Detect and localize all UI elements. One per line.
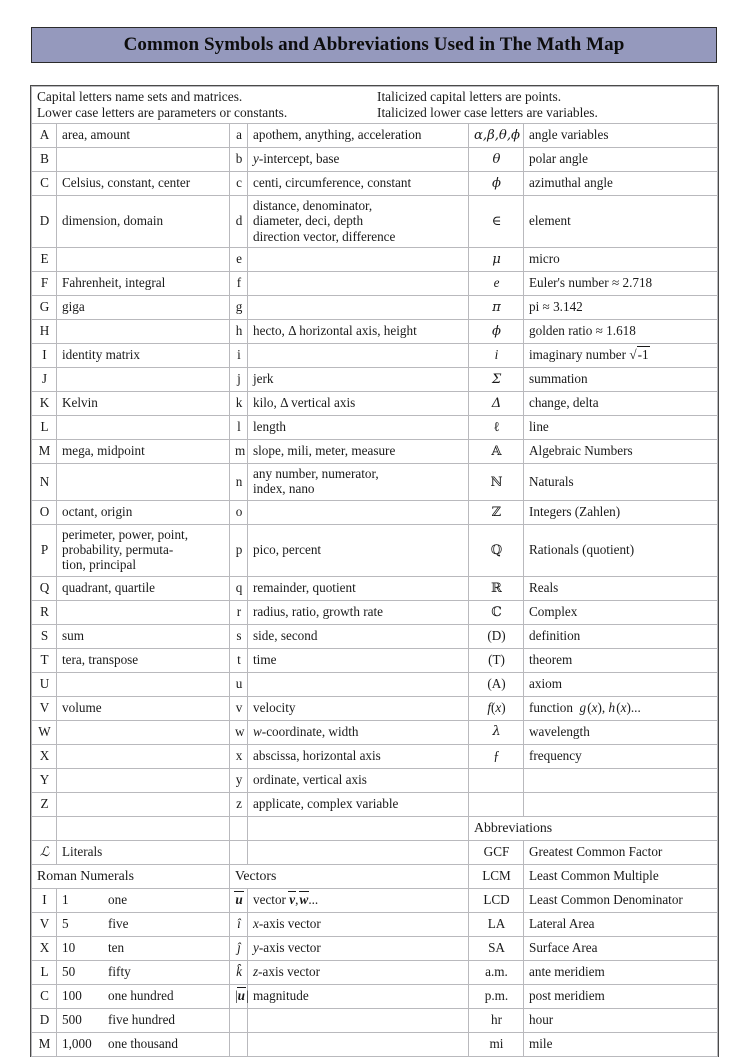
abbreviation-key: mi <box>469 1032 524 1056</box>
upper-letter: D <box>32 196 57 248</box>
desc-line: direction vector, difference <box>253 228 396 244</box>
roman-symbol: D <box>32 1008 57 1032</box>
table-row <box>32 440 718 464</box>
upper-desc: identity matrix <box>57 344 230 368</box>
abbreviations-header: Abbreviations <box>469 816 718 840</box>
vector-symbol: u <box>230 888 248 912</box>
roman-value: 100 <box>62 987 82 1003</box>
abbreviation-desc: hour <box>524 1008 718 1032</box>
symbol-key: λ <box>469 720 524 744</box>
vector-desc: z-axis vector <box>248 960 469 984</box>
lower-letter: e <box>230 248 248 272</box>
symbol-desc: Reals <box>524 576 718 600</box>
lower-desc: time <box>248 648 469 672</box>
vector-desc: vector v, w... <box>248 888 469 912</box>
lower-letter: y <box>230 768 248 792</box>
symbol-desc: Naturals <box>524 464 718 501</box>
lower-letter: d <box>230 196 248 248</box>
lower-letter: u <box>230 672 248 696</box>
roman-name: five <box>108 915 129 931</box>
spacer-cell <box>248 816 469 840</box>
roman-numerals-header: Roman Numerals <box>32 864 230 888</box>
lower-letter: g <box>230 296 248 320</box>
upper-letter: V <box>32 696 57 720</box>
roman-name: one thousand <box>108 1035 178 1051</box>
upper-desc: sum <box>57 624 230 648</box>
roman-value: 1,000 <box>62 1035 92 1051</box>
lower-desc: jerk <box>248 368 469 392</box>
table-row <box>32 524 718 576</box>
table-row <box>32 248 718 272</box>
table-row <box>32 344 718 368</box>
lower-letter: z <box>230 792 248 816</box>
upper-letter: C <box>32 172 57 196</box>
table-row <box>32 416 718 440</box>
desc-line: diameter, deci, depth <box>253 213 364 229</box>
symbol-key: f(x) <box>469 696 524 720</box>
lower-letter: a <box>230 124 248 148</box>
roman-value: 5 <box>62 915 69 931</box>
lower-desc <box>248 344 469 368</box>
roman-symbol: I <box>32 888 57 912</box>
lower-desc <box>248 248 469 272</box>
symbol-key: ℚ <box>469 524 524 576</box>
table-row <box>32 936 718 960</box>
vector-symbol: |u | <box>230 984 248 1008</box>
upper-desc <box>57 148 230 172</box>
symbol-key: i <box>469 344 524 368</box>
upper-letter: W <box>32 720 57 744</box>
lower-desc: remainder, quotient <box>248 576 469 600</box>
desc-line: tion, principal <box>62 557 136 573</box>
symbol-key: θ <box>469 148 524 172</box>
desc-line: index, nano <box>253 481 315 497</box>
abbreviation-key: LCM <box>469 864 524 888</box>
spacer-cell <box>248 1008 469 1032</box>
table-row <box>32 720 718 744</box>
symbol-desc: azimuthal angle <box>524 172 718 196</box>
table-row <box>32 320 718 344</box>
roman-value: 500 <box>62 1011 82 1027</box>
roman-value: 10 <box>62 939 76 955</box>
upper-desc <box>57 600 230 624</box>
vector-desc: y-axis vector <box>248 936 469 960</box>
lower-desc: centi, circumference, constant <box>248 172 469 196</box>
table-row <box>32 368 718 392</box>
symbol-key: π <box>469 296 524 320</box>
symbol-desc: Integers (Zahlen) <box>524 500 718 524</box>
symbol-desc: polar angle <box>524 148 718 172</box>
literals-row <box>32 840 718 864</box>
symbol-key: (A) <box>469 672 524 696</box>
lower-desc: pico, percent <box>248 524 469 576</box>
symbol-key: (D) <box>469 624 524 648</box>
lower-letter: f <box>230 272 248 296</box>
table-row <box>32 272 718 296</box>
desc-line: probability, permuta- <box>62 541 174 557</box>
upper-letter: T <box>32 648 57 672</box>
lower-desc: velocity <box>248 696 469 720</box>
upper-letter: H <box>32 320 57 344</box>
lower-letter: j <box>230 368 248 392</box>
abbreviation-desc: Lateral Area <box>524 912 718 936</box>
upper-letter: K <box>32 392 57 416</box>
table-row <box>32 960 718 984</box>
symbol-desc: Algebraic Numbers <box>524 440 718 464</box>
table-row <box>32 792 718 816</box>
legend-cell <box>32 87 718 124</box>
upper-letter: N <box>32 464 57 501</box>
upper-letter: G <box>32 296 57 320</box>
lower-desc: kilo, Δ vertical axis <box>248 392 469 416</box>
symbol-key: Δ <box>469 392 524 416</box>
document-banner <box>31 27 717 63</box>
upper-desc: octant, origin <box>57 500 230 524</box>
symbol-key: ℝ <box>469 576 524 600</box>
symbol-desc: function g (x), h (x)... <box>524 696 718 720</box>
upper-desc: quadrant, quartile <box>57 576 230 600</box>
literals-desc: Literals <box>57 840 230 864</box>
table-row <box>32 744 718 768</box>
upper-desc <box>57 248 230 272</box>
lower-letter: i <box>230 344 248 368</box>
vector-symbol: k̂ <box>230 960 248 984</box>
symbol-desc: axiom <box>524 672 718 696</box>
abbreviation-desc: ante meridiem <box>524 960 718 984</box>
lower-desc: abscissa, horizontal axis <box>248 744 469 768</box>
desc-line: any number, numerator, <box>253 466 379 482</box>
table-row <box>32 196 718 248</box>
symbol-desc: line <box>524 416 718 440</box>
desc-line: perimeter, power, point, <box>62 526 189 542</box>
lower-desc: slope, mili, meter, measure <box>248 440 469 464</box>
symbol-desc: micro <box>524 248 718 272</box>
lower-desc: apothem, anything, acceleration <box>248 124 469 148</box>
roman-name: ten <box>108 939 125 955</box>
legend-line1-left: Capital letters name sets and matrices. <box>37 89 243 104</box>
spacer-cell <box>230 1008 248 1032</box>
upper-letter: L <box>32 416 57 440</box>
upper-letter: J <box>32 368 57 392</box>
lower-desc: applicate, complex variable <box>248 792 469 816</box>
table-row <box>32 148 718 172</box>
lower-desc <box>248 464 469 501</box>
symbol-desc: angle variables <box>524 124 718 148</box>
lower-desc: w-coordinate, width <box>248 720 469 744</box>
roman-name: one <box>108 891 128 907</box>
legend-row <box>32 87 718 124</box>
upper-desc: tera, transpose <box>57 648 230 672</box>
symbol-key: 𝔸 <box>469 440 524 464</box>
lower-desc: y-intercept, base <box>248 148 469 172</box>
symbol-key: e <box>469 272 524 296</box>
upper-letter: Y <box>32 768 57 792</box>
lower-letter: s <box>230 624 248 648</box>
symbol-key: ϕ <box>469 172 524 196</box>
symbol-key: ϕ <box>469 320 524 344</box>
symbol-key: ℓ <box>469 416 524 440</box>
table-row <box>32 648 718 672</box>
upper-letter: X <box>32 744 57 768</box>
vectors-header: Vectors <box>230 864 469 888</box>
lower-letter: o <box>230 500 248 524</box>
roman-value-cell <box>57 912 230 936</box>
upper-desc: Fahrenheit, integral <box>57 272 230 296</box>
table-row <box>32 1008 718 1032</box>
symbol-desc: Complex <box>524 600 718 624</box>
lower-desc <box>248 672 469 696</box>
abbreviation-desc: Surface Area <box>524 936 718 960</box>
upper-desc: volume <box>57 696 230 720</box>
table-row <box>32 296 718 320</box>
lower-letter: v <box>230 696 248 720</box>
symbol-desc: element <box>524 196 718 248</box>
vector-desc: x-axis vector <box>248 912 469 936</box>
lower-desc: radius, ratio, growth rate <box>248 600 469 624</box>
upper-desc: Celsius, constant, center <box>57 172 230 196</box>
upper-letter: M <box>32 440 57 464</box>
table-row <box>32 624 718 648</box>
upper-desc <box>57 524 230 576</box>
roman-symbol: C <box>32 984 57 1008</box>
symbol-key: Σ <box>469 368 524 392</box>
vector-symbol: ĵ <box>230 936 248 960</box>
lower-letter: x <box>230 744 248 768</box>
symbols-table <box>31 86 718 1057</box>
symbol-key: ℤ <box>469 500 524 524</box>
table-row <box>32 984 718 1008</box>
symbol-key: ƒ <box>469 744 524 768</box>
symbol-desc <box>524 792 718 816</box>
upper-desc: Kelvin <box>57 392 230 416</box>
upper-desc <box>57 792 230 816</box>
lower-desc <box>248 296 469 320</box>
upper-desc <box>57 768 230 792</box>
table-row <box>32 672 718 696</box>
upper-desc: mega, midpoint <box>57 440 230 464</box>
symbol-desc: Rationals (quotient) <box>524 524 718 576</box>
literals-symbol: ℒ <box>32 840 57 864</box>
table-row <box>32 888 718 912</box>
symbol-desc: change, delta <box>524 392 718 416</box>
abbreviation-key: hr <box>469 1008 524 1032</box>
symbol-desc <box>524 768 718 792</box>
roman-value-cell <box>57 888 230 912</box>
roman-name: fifty <box>108 963 131 979</box>
lower-desc: side, second <box>248 624 469 648</box>
upper-letter: U <box>32 672 57 696</box>
lower-desc: ordinate, vertical axis <box>248 768 469 792</box>
table-row <box>32 124 718 148</box>
abbreviation-desc: mile <box>524 1032 718 1056</box>
roman-value: 1 <box>62 891 69 907</box>
lower-desc <box>248 196 469 248</box>
lower-letter: h <box>230 320 248 344</box>
symbol-key: μ <box>469 248 524 272</box>
upper-letter: P <box>32 524 57 576</box>
table-row <box>32 172 718 196</box>
lower-letter: p <box>230 524 248 576</box>
spacer-cell <box>230 816 248 840</box>
symbol-desc: imaginary number √-1 <box>524 344 718 368</box>
roman-value: 50 <box>62 963 76 979</box>
abbreviation-key: SA <box>469 936 524 960</box>
upper-letter: B <box>32 148 57 172</box>
table-row <box>32 392 718 416</box>
abbreviation-key: a.m. <box>469 960 524 984</box>
lower-desc <box>248 272 469 296</box>
upper-desc <box>57 464 230 501</box>
upper-desc: dimension, domain <box>57 196 230 248</box>
legend-line1-right: Italicized capital letters are points. <box>377 89 562 104</box>
upper-letter: F <box>32 272 57 296</box>
symbol-desc: frequency <box>524 744 718 768</box>
vector-symbol: î <box>230 912 248 936</box>
symbol-desc: golden ratio ≈ 1.618 <box>524 320 718 344</box>
symbol-desc: pi ≈ 3.142 <box>524 296 718 320</box>
lower-letter: c <box>230 172 248 196</box>
roman-symbol: V <box>32 912 57 936</box>
lower-desc: length <box>248 416 469 440</box>
lower-letter: q <box>230 576 248 600</box>
upper-letter: R <box>32 600 57 624</box>
symbol-desc: theorem <box>524 648 718 672</box>
upper-letter: Z <box>32 792 57 816</box>
lower-letter: w <box>230 720 248 744</box>
abbreviation-key: p.m. <box>469 984 524 1008</box>
lower-letter: t <box>230 648 248 672</box>
lower-letter: l <box>230 416 248 440</box>
abbreviation-key: LCD <box>469 888 524 912</box>
abbreviations-header-row <box>32 816 718 840</box>
upper-desc <box>57 672 230 696</box>
roman-value-cell <box>57 1008 230 1032</box>
roman-name: one hundred <box>108 987 174 1003</box>
abbreviation-desc: Greatest Common Factor <box>524 840 718 864</box>
roman-value-cell <box>57 984 230 1008</box>
symbol-desc: summation <box>524 368 718 392</box>
table-row <box>32 696 718 720</box>
upper-letter: Q <box>32 576 57 600</box>
roman-value-cell <box>57 936 230 960</box>
symbol-key: ℕ <box>469 464 524 501</box>
symbol-key <box>469 792 524 816</box>
upper-letter: A <box>32 124 57 148</box>
roman-symbol: L <box>32 960 57 984</box>
symbols-table-body <box>32 87 718 1057</box>
upper-desc <box>57 720 230 744</box>
table-row <box>32 500 718 524</box>
table-row <box>32 600 718 624</box>
symbol-key: (T) <box>469 648 524 672</box>
spacer-cell <box>57 816 230 840</box>
abbreviation-key: LA <box>469 912 524 936</box>
abbreviation-key: GCF <box>469 840 524 864</box>
abbreviation-desc: Least Common Denominator <box>524 888 718 912</box>
upper-letter: S <box>32 624 57 648</box>
upper-letter: I <box>32 344 57 368</box>
lower-letter: k <box>230 392 248 416</box>
upper-desc <box>57 320 230 344</box>
abbreviation-desc: post meridiem <box>524 984 718 1008</box>
upper-desc <box>57 368 230 392</box>
upper-letter: O <box>32 500 57 524</box>
symbol-desc: definition <box>524 624 718 648</box>
legend-line2-left: Lower case letters are parameters or constants. <box>37 104 288 120</box>
spacer-cell <box>32 816 57 840</box>
symbol-key: α,β,θ,ϕ <box>469 124 524 148</box>
table-row <box>32 912 718 936</box>
lower-desc <box>248 500 469 524</box>
abbreviation-desc: Least Common Multiple <box>524 864 718 888</box>
roman-symbol: X <box>32 936 57 960</box>
spacer-cell <box>230 840 248 864</box>
desc-line: distance, denominator, <box>253 198 373 214</box>
lower-letter: n <box>230 464 248 501</box>
roman-name: five hundred <box>108 1011 176 1027</box>
symbol-desc: wavelength <box>524 720 718 744</box>
symbol-desc: Euler's number ≈ 2.718 <box>524 272 718 296</box>
symbol-key: ℂ <box>469 600 524 624</box>
lower-desc: hecto, Δ horizontal axis, height <box>248 320 469 344</box>
upper-desc: giga <box>57 296 230 320</box>
upper-desc <box>57 744 230 768</box>
roman-value-cell <box>57 960 230 984</box>
spacer-cell <box>248 840 469 864</box>
table-row <box>32 768 718 792</box>
roman-symbol: M <box>32 1032 57 1056</box>
table-row <box>32 576 718 600</box>
symbol-key: ∈ <box>469 196 524 248</box>
upper-desc <box>57 416 230 440</box>
legend-line2-right: Italicized lower case letters are variables. <box>377 104 598 120</box>
vector-desc: magnitude <box>248 984 469 1008</box>
page-title: Common Symbols and Abbreviations Used in The Math Map <box>123 34 625 55</box>
lower-letter: r <box>230 600 248 624</box>
section-header-row <box>32 864 718 888</box>
lower-letter: m <box>230 440 248 464</box>
lower-letter: b <box>230 148 248 172</box>
table-row <box>32 464 718 501</box>
symbol-key <box>469 768 524 792</box>
upper-letter: E <box>32 248 57 272</box>
upper-desc: area, amount <box>57 124 230 148</box>
